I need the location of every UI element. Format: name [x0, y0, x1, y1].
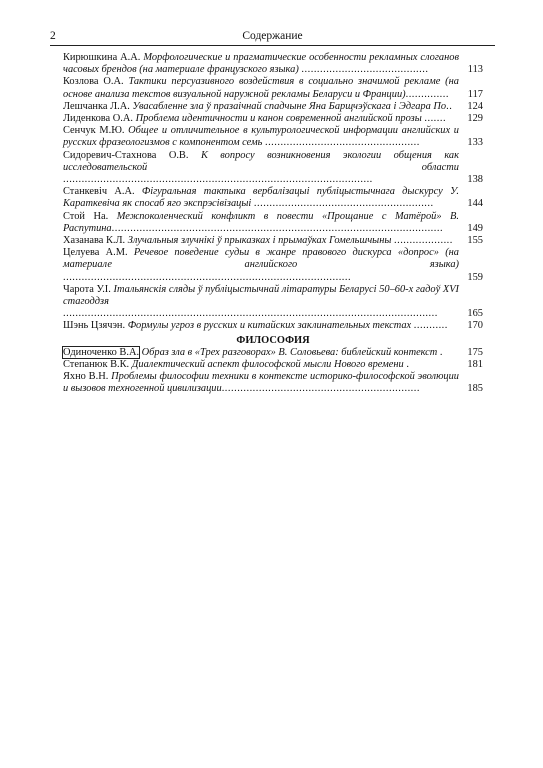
entry-author: Станкевіч А.А. — [63, 186, 135, 198]
toc-entry[interactable]: Шэнь Цзячэн. Формулы угроз в русских и китайских заклинательных текстах ........... 170 — [63, 320, 483, 332]
entry-page: 138 — [467, 174, 483, 186]
toc-entry[interactable]: Степанюк В.К. Диалектический аспект философской мысли Нового времени . 181 — [63, 358, 483, 370]
entry-title: Формулы угроз в русских и китайских заклинательных текстах — [127, 320, 412, 332]
entry-title: Образ зла в «Трех разговорах» В. Соловьева: библейский контекст — [141, 346, 438, 358]
entry-title: Тактики персуазивного воздействия в социально значимой рекламе (на основе анализа текстов визуальной наружной рекламы Беларуси и Франции) — [63, 76, 459, 100]
entry-title: Межпоколенческий конфликт в повести «Прощание с Матёрой» В. Распутина — [63, 210, 460, 234]
toc-entry[interactable]: Сенчук М.Ю. Общее и отличительное в культурологической информации английских и русских фразеологизмов с компонентом семь .................................................. 133 — [63, 125, 483, 149]
entry-author: Лиденкова О.А. — [63, 113, 133, 125]
entry-author: Лешчанка Л.А. — [63, 100, 130, 112]
toc-entry[interactable]: Станкевіч А.А. Фігуральная тактыка вербалізацыі публіцыстычнага дыскурсу У. Караткевіча як спосаб яго экспрэсівізацыі .......................................................... 144 — [63, 186, 483, 210]
entry-title: Диалектический аспект философской мысли Нового времени — [131, 358, 404, 370]
toc-entry[interactable]: Чарота У.І. Італьянскія сляды ў публіцыстычнай літаратуры Беларусі 50–60-х гадоў XVI стагоддзя ......................................................................................................................... 165 — [63, 283, 483, 320]
entry-title: Фігуральная тактыка вербалізацыі публіцыстычнага дыскурсу У. Караткевіча як спосаб яго экспрэсівізацыі — [63, 186, 459, 210]
entry-author: Сидоревич-Стахнова О.В. — [63, 149, 189, 161]
page-number: 2 — [50, 30, 56, 42]
entry-page: 155 — [467, 235, 483, 247]
toc-entry[interactable]: Хазанава К.Л. Злучальныя злучнікі ў прыказках і прымаўках Гомельшчыны ................... 155 — [63, 235, 483, 247]
entry-page: 124 — [467, 100, 483, 112]
entry-page: 129 — [467, 113, 483, 125]
entry-title: Увасабленне зла ў празаічнай спадчыне Яна Барщчэўскага і Эдгара По — [132, 100, 447, 112]
page-title: Содержание — [242, 30, 303, 42]
entry-title: Проблема идентичности и канон современной английской прозы — [135, 113, 422, 125]
entry-page: 175 — [467, 346, 483, 358]
entry-title: Общее и отличительное в культурологической информации английских и русских фразеологизмов с компонентом семь — [63, 125, 459, 149]
entry-page: 159 — [467, 271, 483, 283]
toc-entry[interactable]: Лиденкова О.А. Проблема идентичности и канон современной английской прозы ....... 129 — [63, 113, 483, 125]
section-heading: ФИЛОСОФИЯ — [236, 334, 310, 346]
running-header — [50, 30, 495, 46]
entry-author: Яхно В.Н. — [63, 371, 109, 383]
entry-page: 185 — [467, 383, 483, 395]
entry-author: Хазанава К.Л. — [63, 235, 126, 247]
entry-page: 149 — [467, 222, 483, 234]
toc-entry[interactable]: Яхно В.Н. Проблемы философии техники в контексте историко-философской эволюции и вызовов техногенной цивилизации................................................................ 185 — [63, 371, 483, 395]
entry-page: 165 — [467, 308, 483, 320]
entry-author: Целуева А.М. — [63, 247, 128, 259]
entry-title: Речевое поведение судьи в жанре правового дискурса «допрос» (на материале английского языка) — [63, 247, 460, 271]
entry-page: 133 — [467, 137, 483, 149]
entry-page: 117 — [467, 88, 483, 100]
entry-title: Проблемы философии техники в контексте историко-философской эволюции и вызовов техногенной цивилизации — [63, 371, 459, 395]
entry-author: Степанюк В.К. — [63, 358, 130, 370]
entry-author: Стой На. — [63, 210, 109, 222]
toc-entry[interactable]: Кирюшкина А.А. Морфологические и прагматические особенности рекламных слоганов часовых брендов (на материале французского языка) ......................................... 113 — [63, 52, 483, 76]
toc-entry[interactable]: Стой На. Межпоколенческий конфликт в повести «Прощание с Матёрой» В. Распутина........................................................................................................... 149 — [63, 210, 483, 234]
entry-author: Козлова О.А. — [63, 76, 124, 88]
entry-page: 113 — [467, 64, 483, 76]
entry-page: 144 — [467, 198, 483, 210]
entry-author-highlighted: Одиноченко В.А. — [63, 346, 140, 358]
toc-entry[interactable]: Козлова О.А. Тактики персуазивного воздействия в социально значимой рекламе (на основе анализа текстов визуальной наружной рекламы Беларуси и Франции).............. 117 — [63, 76, 483, 100]
entry-title: Італьянскія сляды ў публіцыстычнай літаратуры Беларусі 50–60-х гадоў XVI стагоддзя — [63, 283, 460, 308]
toc-entry[interactable]: Сидоревич-Стахнова О.В. К вопросу возникновения экологии общения как исследовательской области .................................................................................................... 138 — [63, 149, 483, 186]
toc-entry[interactable]: Лешчанка Л.А. Увасабленне зла ў празаічнай спадчыне Яна Барщчэўскага і Эдгара По.. 124 — [63, 100, 483, 112]
entry-author: Кирюшкина А.А. — [63, 52, 141, 63]
entry-author: Сенчук М.Ю. — [63, 125, 125, 137]
entry-title: К вопросу возникновения экологии общения как исследовательской области — [63, 149, 459, 173]
entry-title: Морфологические и прагматические особенности рекламных слоганов часовых брендов (на материале французского языка) — [63, 52, 459, 76]
entry-page: 170 — [467, 320, 483, 332]
entry-title: Злучальныя злучнікі ў прыказках і прымаўках Гомельшчыны — [127, 235, 392, 247]
table-of-contents — [63, 52, 483, 395]
toc-entry[interactable]: Целуева А.М. Речевое поведение судьи в жанре правового дискурса «допрос» (на материале английского языка) ............................................................................................. 159 — [63, 247, 483, 283]
entry-author: Шэнь Цзячэн. — [63, 320, 126, 332]
toc-entry[interactable]: Одиноченко В.А. Образ зла в «Трех разговорах» В. Соловьева: библейский контекст . 175 — [63, 346, 483, 358]
entry-page: 181 — [467, 358, 483, 370]
entry-author: Чарота У.І. — [63, 283, 111, 295]
